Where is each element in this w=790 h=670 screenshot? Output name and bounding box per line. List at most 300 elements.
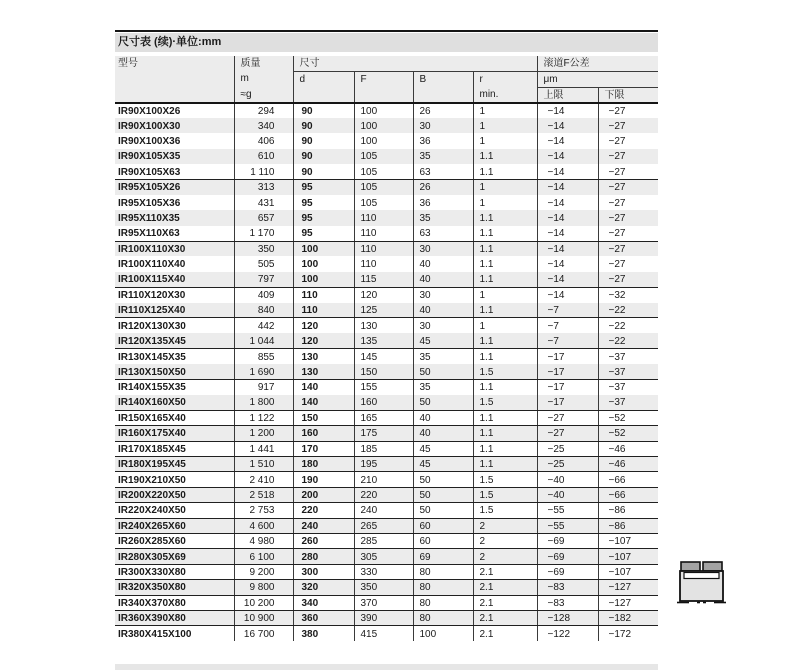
- table-row: [115, 195, 658, 210]
- cell-lower-limit: −86: [598, 503, 658, 518]
- cell-lower-limit: −86: [598, 518, 658, 533]
- header-raceway-tolerance: 滚道F公差: [537, 56, 658, 71]
- cell-F: 110: [354, 241, 413, 256]
- cell-B: 30: [413, 118, 473, 133]
- cell-B: 40: [413, 272, 473, 287]
- cell-d: 90: [293, 149, 354, 164]
- cell-upper-limit: −17: [537, 349, 598, 364]
- cell-upper-limit: −83: [537, 580, 598, 595]
- cell-F: 330: [354, 564, 413, 579]
- header-r-min: min.: [473, 87, 537, 103]
- cell-lower-limit: −172: [598, 626, 658, 641]
- table-row: [115, 503, 658, 518]
- cell-r: 1.1: [473, 380, 537, 395]
- cell-d: 130: [293, 364, 354, 379]
- cell-lower-limit: −27: [598, 164, 658, 179]
- table-row: [115, 564, 658, 579]
- cell-mass: 350: [234, 241, 293, 256]
- header-d: d: [293, 71, 354, 103]
- cell-model: IR240X265X60: [115, 518, 234, 533]
- cell-model: IR260X285X60: [115, 533, 234, 548]
- cell-d: 320: [293, 580, 354, 595]
- cell-r: 1.1: [473, 456, 537, 471]
- cell-d: 190: [293, 472, 354, 487]
- table-row: [115, 103, 658, 118]
- cell-lower-limit: −27: [598, 241, 658, 256]
- cell-r: 1.5: [473, 503, 537, 518]
- cell-B: 40: [413, 410, 473, 425]
- cell-d: 110: [293, 303, 354, 318]
- cell-F: 145: [354, 349, 413, 364]
- cell-lower-limit: −27: [598, 118, 658, 133]
- cell-r: 1.5: [473, 364, 537, 379]
- cell-upper-limit: −27: [537, 410, 598, 425]
- cell-mass: 431: [234, 195, 293, 210]
- cell-mass: 4 600: [234, 518, 293, 533]
- table-header: [115, 56, 658, 103]
- cell-r: 1: [473, 118, 537, 133]
- cell-d: 180: [293, 456, 354, 471]
- cell-F: 105: [354, 149, 413, 164]
- cell-mass: 9 800: [234, 580, 293, 595]
- cell-lower-limit: −22: [598, 333, 658, 348]
- cell-model: IR160X175X40: [115, 426, 234, 441]
- cell-mass: 2 518: [234, 487, 293, 502]
- cell-d: 130: [293, 349, 354, 364]
- table-row: [115, 410, 658, 425]
- cell-lower-limit: −27: [598, 256, 658, 271]
- table-row: [115, 441, 658, 456]
- cell-F: 105: [354, 195, 413, 210]
- cell-B: 50: [413, 472, 473, 487]
- cell-F: 210: [354, 472, 413, 487]
- cell-r: 2: [473, 549, 537, 564]
- table-row: [115, 580, 658, 595]
- cell-lower-limit: −27: [598, 103, 658, 118]
- cell-d: 300: [293, 564, 354, 579]
- cell-B: 35: [413, 149, 473, 164]
- cell-model: IR100X110X30: [115, 241, 234, 256]
- table-title: 尺寸表 (续)·单位:mm: [115, 33, 658, 52]
- cell-model: IR320X350X80: [115, 580, 234, 595]
- cell-F: 100: [354, 118, 413, 133]
- cell-upper-limit: −40: [537, 472, 598, 487]
- cell-model: IR120X135X45: [115, 333, 234, 348]
- table-row: [115, 256, 658, 271]
- cell-B: 60: [413, 518, 473, 533]
- cell-d: 110: [293, 287, 354, 302]
- cell-upper-limit: −128: [537, 610, 598, 625]
- cell-upper-limit: −17: [537, 380, 598, 395]
- cell-mass: 4 980: [234, 533, 293, 548]
- cell-F: 175: [354, 426, 413, 441]
- cell-r: 1: [473, 179, 537, 194]
- cell-d: 220: [293, 503, 354, 518]
- cell-d: 100: [293, 272, 354, 287]
- cell-F: 150: [354, 364, 413, 379]
- cell-model: IR90X100X26: [115, 103, 234, 118]
- cell-model: IR100X115X40: [115, 272, 234, 287]
- cell-F: 165: [354, 410, 413, 425]
- cell-B: 36: [413, 195, 473, 210]
- cell-model: IR95X105X26: [115, 179, 234, 194]
- cell-model: IR140X160X50: [115, 395, 234, 410]
- cell-d: 260: [293, 533, 354, 548]
- cell-mass: 1 690: [234, 364, 293, 379]
- cell-d: 90: [293, 103, 354, 118]
- cell-F: 370: [354, 595, 413, 610]
- cell-lower-limit: −32: [598, 287, 658, 302]
- cell-upper-limit: −14: [537, 256, 598, 271]
- header-model: 型号: [115, 56, 234, 103]
- cell-d: 90: [293, 133, 354, 148]
- cell-F: 105: [354, 164, 413, 179]
- cell-d: 120: [293, 318, 354, 333]
- cell-B: 26: [413, 103, 473, 118]
- cell-d: 150: [293, 410, 354, 425]
- table-row: [115, 626, 658, 641]
- cell-r: 1.5: [473, 472, 537, 487]
- cell-B: 80: [413, 595, 473, 610]
- cell-mass: 1 170: [234, 226, 293, 241]
- cell-r: 2: [473, 518, 537, 533]
- cell-r: 1.1: [473, 441, 537, 456]
- table-row: [115, 380, 658, 395]
- cell-F: 195: [354, 456, 413, 471]
- table-row: [115, 272, 658, 287]
- cell-lower-limit: −27: [598, 149, 658, 164]
- cell-mass: 1 110: [234, 164, 293, 179]
- cell-r: 1: [473, 287, 537, 302]
- cell-lower-limit: −37: [598, 364, 658, 379]
- cell-lower-limit: −107: [598, 549, 658, 564]
- cell-lower-limit: −27: [598, 195, 658, 210]
- cell-upper-limit: −14: [537, 179, 598, 194]
- table-row: [115, 287, 658, 302]
- cell-upper-limit: −14: [537, 226, 598, 241]
- cell-d: 95: [293, 210, 354, 225]
- header-lower-limit: 下限: [598, 87, 658, 103]
- cell-mass: 797: [234, 272, 293, 287]
- cell-mass: 855: [234, 349, 293, 364]
- cell-model: IR340X370X80: [115, 595, 234, 610]
- cell-d: 100: [293, 256, 354, 271]
- cell-upper-limit: −14: [537, 195, 598, 210]
- cell-d: 90: [293, 164, 354, 179]
- cell-model: IR90X105X35: [115, 149, 234, 164]
- cell-B: 45: [413, 441, 473, 456]
- cell-r: 2.1: [473, 626, 537, 641]
- cell-lower-limit: −107: [598, 564, 658, 579]
- table-row: [115, 210, 658, 225]
- cell-upper-limit: −69: [537, 549, 598, 564]
- cell-model: IR95X110X63: [115, 226, 234, 241]
- table-body: [115, 103, 658, 642]
- table-row: [115, 487, 658, 502]
- cell-mass: 294: [234, 103, 293, 118]
- header-dimensions: 尺寸: [293, 56, 537, 71]
- header-F: F: [354, 71, 413, 103]
- bearing-cross-section-icon: [677, 559, 727, 605]
- cell-upper-limit: −25: [537, 441, 598, 456]
- cell-B: 35: [413, 380, 473, 395]
- cell-lower-limit: −27: [598, 179, 658, 194]
- cell-lower-limit: −52: [598, 426, 658, 441]
- cell-F: 305: [354, 549, 413, 564]
- cell-lower-limit: −37: [598, 380, 658, 395]
- cell-upper-limit: −14: [537, 133, 598, 148]
- cell-F: 115: [354, 272, 413, 287]
- cell-d: 90: [293, 118, 354, 133]
- cell-upper-limit: −14: [537, 272, 598, 287]
- cell-r: 1: [473, 195, 537, 210]
- cell-B: 40: [413, 426, 473, 441]
- cell-F: 240: [354, 503, 413, 518]
- table-row: [115, 610, 658, 625]
- cell-lower-limit: −37: [598, 349, 658, 364]
- cell-model: IR180X195X45: [115, 456, 234, 471]
- cell-F: 130: [354, 318, 413, 333]
- cell-lower-limit: −46: [598, 456, 658, 471]
- cell-mass: 406: [234, 133, 293, 148]
- header-mass: 质量: [234, 56, 293, 71]
- table-row: [115, 118, 658, 133]
- cell-mass: 340: [234, 118, 293, 133]
- cell-model: IR360X390X80: [115, 610, 234, 625]
- cell-F: 135: [354, 333, 413, 348]
- cell-B: 63: [413, 226, 473, 241]
- cell-lower-limit: −27: [598, 226, 658, 241]
- cell-model: IR300X330X80: [115, 564, 234, 579]
- cell-model: IR280X305X69: [115, 549, 234, 564]
- table-row: [115, 395, 658, 410]
- cell-B: 40: [413, 256, 473, 271]
- cell-upper-limit: −17: [537, 364, 598, 379]
- cell-mass: 1 200: [234, 426, 293, 441]
- cell-r: 2.1: [473, 564, 537, 579]
- cell-lower-limit: −27: [598, 133, 658, 148]
- table-row: [115, 518, 658, 533]
- cell-B: 35: [413, 210, 473, 225]
- cell-upper-limit: −14: [537, 103, 598, 118]
- cell-d: 200: [293, 487, 354, 502]
- cell-model: IR170X185X45: [115, 441, 234, 456]
- cell-r: 1.1: [473, 426, 537, 441]
- cell-mass: 917: [234, 380, 293, 395]
- cell-model: IR220X240X50: [115, 503, 234, 518]
- cell-F: 105: [354, 179, 413, 194]
- cell-F: 110: [354, 256, 413, 271]
- header-r: r: [473, 71, 537, 87]
- cell-lower-limit: −22: [598, 318, 658, 333]
- cell-lower-limit: −27: [598, 210, 658, 225]
- table-row: [115, 318, 658, 333]
- cell-r: 1.1: [473, 272, 537, 287]
- cell-mass: 313: [234, 179, 293, 194]
- cell-B: 80: [413, 580, 473, 595]
- cell-B: 50: [413, 395, 473, 410]
- cell-upper-limit: −14: [537, 149, 598, 164]
- cell-upper-limit: −14: [537, 164, 598, 179]
- table-row: [115, 179, 658, 194]
- cell-B: 100: [413, 626, 473, 641]
- cell-B: 45: [413, 333, 473, 348]
- cell-mass: 10 200: [234, 595, 293, 610]
- cell-B: 50: [413, 487, 473, 502]
- cell-upper-limit: −27: [537, 426, 598, 441]
- table-row: [115, 226, 658, 241]
- cell-d: 160: [293, 426, 354, 441]
- cell-lower-limit: −127: [598, 595, 658, 610]
- cell-B: 80: [413, 564, 473, 579]
- cell-r: 2.1: [473, 580, 537, 595]
- cell-F: 155: [354, 380, 413, 395]
- cell-r: 1.1: [473, 226, 537, 241]
- cell-F: 185: [354, 441, 413, 456]
- table-row: [115, 364, 658, 379]
- cell-mass: 2 410: [234, 472, 293, 487]
- cell-upper-limit: −69: [537, 564, 598, 579]
- cell-mass: 1 510: [234, 456, 293, 471]
- cell-lower-limit: −107: [598, 533, 658, 548]
- cell-d: 340: [293, 595, 354, 610]
- cell-B: 69: [413, 549, 473, 564]
- cell-r: 2: [473, 533, 537, 548]
- cell-r: 2.1: [473, 610, 537, 625]
- cell-mass: 409: [234, 287, 293, 302]
- cell-mass: 9 200: [234, 564, 293, 579]
- cell-lower-limit: −52: [598, 410, 658, 425]
- cell-d: 360: [293, 610, 354, 625]
- table-row: [115, 149, 658, 164]
- cell-F: 415: [354, 626, 413, 641]
- cell-model: IR150X165X40: [115, 410, 234, 425]
- cell-upper-limit: −83: [537, 595, 598, 610]
- cell-lower-limit: −27: [598, 272, 658, 287]
- cell-mass: 1 800: [234, 395, 293, 410]
- cell-F: 125: [354, 303, 413, 318]
- cell-d: 95: [293, 195, 354, 210]
- cell-mass: 610: [234, 149, 293, 164]
- cell-d: 100: [293, 241, 354, 256]
- header-upper-limit: 上限: [537, 87, 598, 103]
- header-B: B: [413, 71, 473, 103]
- cell-lower-limit: −127: [598, 580, 658, 595]
- cell-lower-limit: −37: [598, 395, 658, 410]
- cell-r: 1.1: [473, 410, 537, 425]
- cell-upper-limit: −122: [537, 626, 598, 641]
- cell-mass: 657: [234, 210, 293, 225]
- top-rule: [115, 30, 658, 32]
- table-row: [115, 349, 658, 364]
- cell-upper-limit: −14: [537, 118, 598, 133]
- cell-r: 1.1: [473, 333, 537, 348]
- cell-lower-limit: −22: [598, 303, 658, 318]
- cell-model: IR380X415X100: [118, 628, 192, 640]
- cell-d: 120: [293, 333, 354, 348]
- cell-B: 63: [413, 164, 473, 179]
- table-row: [115, 133, 658, 148]
- cell-F: 220: [354, 487, 413, 502]
- cell-upper-limit: −69: [537, 533, 598, 548]
- cell-B: 30: [413, 241, 473, 256]
- cell-F: 100: [354, 133, 413, 148]
- next-section-strip: [115, 664, 658, 670]
- cell-B: 50: [413, 503, 473, 518]
- cell-F: 285: [354, 533, 413, 548]
- cell-F: 110: [354, 226, 413, 241]
- cell-r: 1.1: [473, 210, 537, 225]
- cell-r: 1.1: [473, 303, 537, 318]
- cell-B: 26: [413, 179, 473, 194]
- cell-mass: 10 900: [234, 610, 293, 625]
- cell-B: 40: [413, 303, 473, 318]
- cell-F: 110: [354, 210, 413, 225]
- cell-B: 35: [413, 349, 473, 364]
- cell-upper-limit: −40: [537, 487, 598, 502]
- cell-r: 1.1: [473, 241, 537, 256]
- table-row: [115, 472, 658, 487]
- dimension-table-sheet: [115, 30, 658, 641]
- cell-model: IR140X155X35: [118, 382, 186, 394]
- header-mass-unit: ≈g: [234, 87, 293, 103]
- cell-model: IR120X130X30: [118, 320, 186, 332]
- cell-d: 95: [293, 179, 354, 194]
- cell-d: 240: [293, 518, 354, 533]
- table-row: [115, 533, 658, 548]
- cell-d: 280: [293, 549, 354, 564]
- cell-d: 140: [293, 395, 354, 410]
- cell-d: 95: [293, 226, 354, 241]
- cell-d: 380: [293, 626, 354, 641]
- cell-model: IR130X145X35: [118, 351, 186, 363]
- cell-upper-limit: −7: [537, 303, 598, 318]
- table-row: [115, 333, 658, 348]
- cell-B: 30: [413, 318, 473, 333]
- cell-mass: 16 700: [234, 626, 293, 641]
- cell-r: 1: [473, 318, 537, 333]
- cell-B: 30: [413, 287, 473, 302]
- cell-r: 1.1: [473, 349, 537, 364]
- table-row: [115, 241, 658, 256]
- cell-model: IR190X210X50: [115, 472, 234, 487]
- table-row: [115, 456, 658, 471]
- table-row: [115, 549, 658, 564]
- cell-mass: 1 044: [234, 333, 293, 348]
- cell-lower-limit: −46: [598, 441, 658, 456]
- cell-d: 140: [293, 380, 354, 395]
- cell-r: 1.5: [473, 487, 537, 502]
- cell-upper-limit: −14: [537, 241, 598, 256]
- cell-upper-limit: −14: [537, 287, 598, 302]
- cell-r: 1.1: [473, 256, 537, 271]
- cell-B: 60: [413, 533, 473, 548]
- cell-F: 120: [354, 287, 413, 302]
- cell-B: 36: [413, 133, 473, 148]
- cell-upper-limit: −17: [537, 395, 598, 410]
- cell-B: 80: [413, 610, 473, 625]
- cell-upper-limit: −25: [537, 456, 598, 471]
- cell-model: IR90X100X30: [115, 118, 234, 133]
- cell-mass: 2 753: [234, 503, 293, 518]
- cell-r: 1.5: [473, 395, 537, 410]
- cell-mass: 6 100: [234, 549, 293, 564]
- cell-model: IR110X125X40: [115, 303, 234, 318]
- cell-upper-limit: −55: [537, 518, 598, 533]
- cell-B: 50: [413, 364, 473, 379]
- cell-model: IR90X105X63: [115, 164, 234, 179]
- cell-d: 170: [293, 441, 354, 456]
